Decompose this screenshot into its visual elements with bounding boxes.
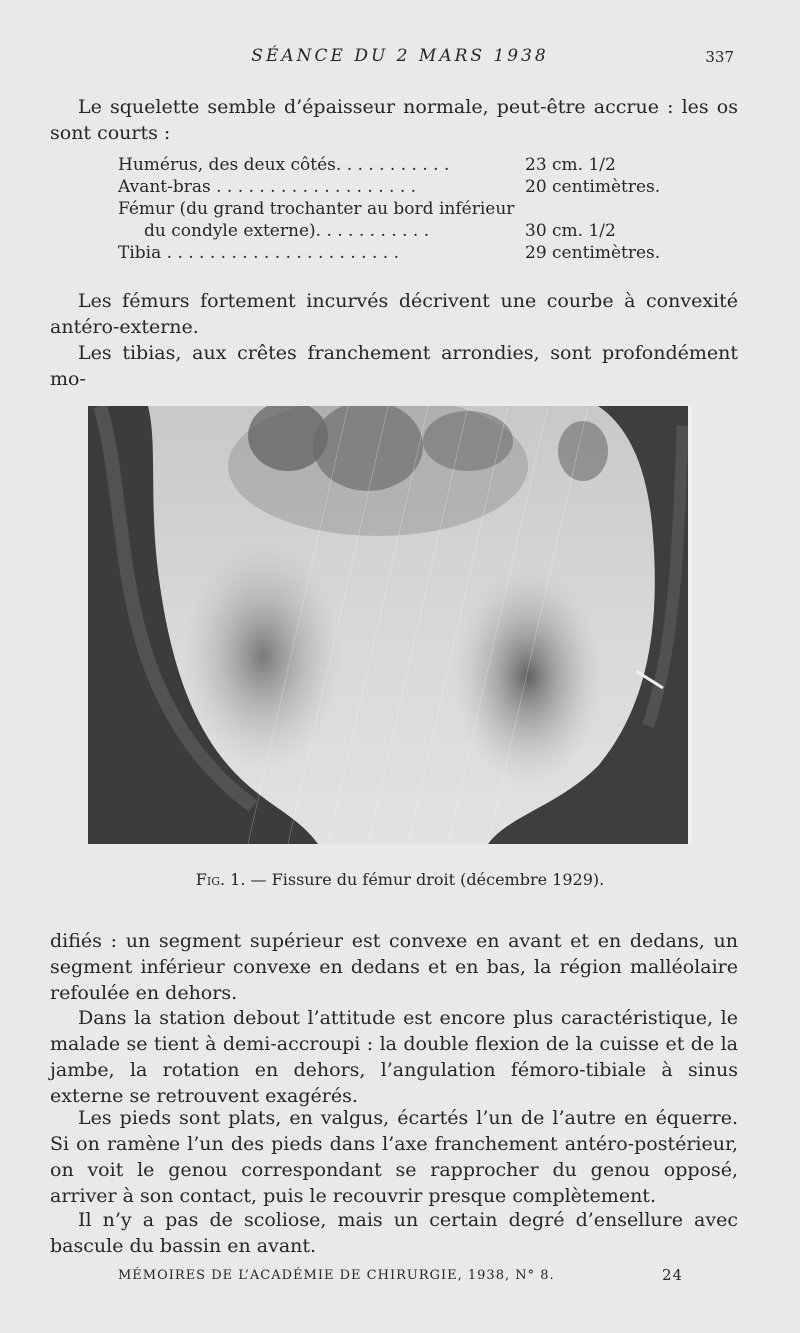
- signature-mark: 24: [662, 1266, 684, 1284]
- running-title: SÉANCE DU 2 MARS 1938: [251, 46, 549, 66]
- measurement-row-humerus: Humérus, des deux côtés. . . . . . . . . . . 23 cm. 1/2: [118, 155, 616, 175]
- xray-image: [88, 406, 692, 844]
- measurement-row-femur-cont: du condyle externe). . . . . . . . . . . 30 cm. 1/2: [144, 221, 616, 241]
- measurement-row-avant-bras: Avant-bras . . . . . . . . . . . . . . . . . . . 20 centimètres.: [118, 177, 661, 197]
- paragraph-pieds: Les pieds sont plats, en valgus, écartés l’un de l’autre en équerre. Si on ramène l’un des pieds dans l’axe franchement antéro-postérieur, on voit le genou correspondant se rapprocher du genou opposé, arriver à son contact, puis le recouvrir presque complètement.: [50, 1107, 738, 1207]
- measurement-row-tibia: Tibia . . . . . . . . . . . . . . . . . . . . . . 29 centimètres.: [118, 243, 661, 263]
- paragraph-tibias: Les tibias, aux crêtes franchement arrondies, sont profondément mo-: [50, 342, 738, 390]
- running-head: [0, 46, 800, 74]
- paragraph-scoliose: Il n’y a pas de scoliose, mais un certain degré d’ensellure avec bascule du bassin en avant.: [50, 1209, 738, 1257]
- measurement-row-femur: Fémur (du grand trochanter au bord inférieur: [118, 199, 515, 219]
- paragraph-modifies: difiés : un segment supérieur est convexe en avant et en dedans, un segment inférieur convexe en dedans et en bas, la région malléolaire refoulée en dehors.: [50, 930, 738, 1004]
- paragraph-femurs: Les fémurs fortement incurvés décrivent une courbe à convexité antéro-externe.: [50, 290, 738, 338]
- paragraph-intro: Le squelette semble d’épaisseur normale, peut-être accrue : les os sont courts :: [50, 96, 738, 144]
- journal-reference: MÉMOIRES DE L’ACADÉMIE DE CHIRURGIE, 1938, N° 8.: [118, 1268, 555, 1283]
- xray-figure: [88, 406, 692, 844]
- measurements-table: [118, 154, 678, 264]
- page-number: 337: [705, 48, 734, 66]
- figure-caption: Fig. 1. — Fissure du fémur droit (décembre 1929).: [195, 870, 605, 889]
- paragraph-station: Dans la station debout l’attitude est encore plus caractéristique, le malade se tient à demi-accroupi : la double flexion de la cuisse et de la jambe, la rotation en dehors, l’angulation fémoro-tibiale à sinus externe se retrouvent exagérés.: [50, 1007, 738, 1107]
